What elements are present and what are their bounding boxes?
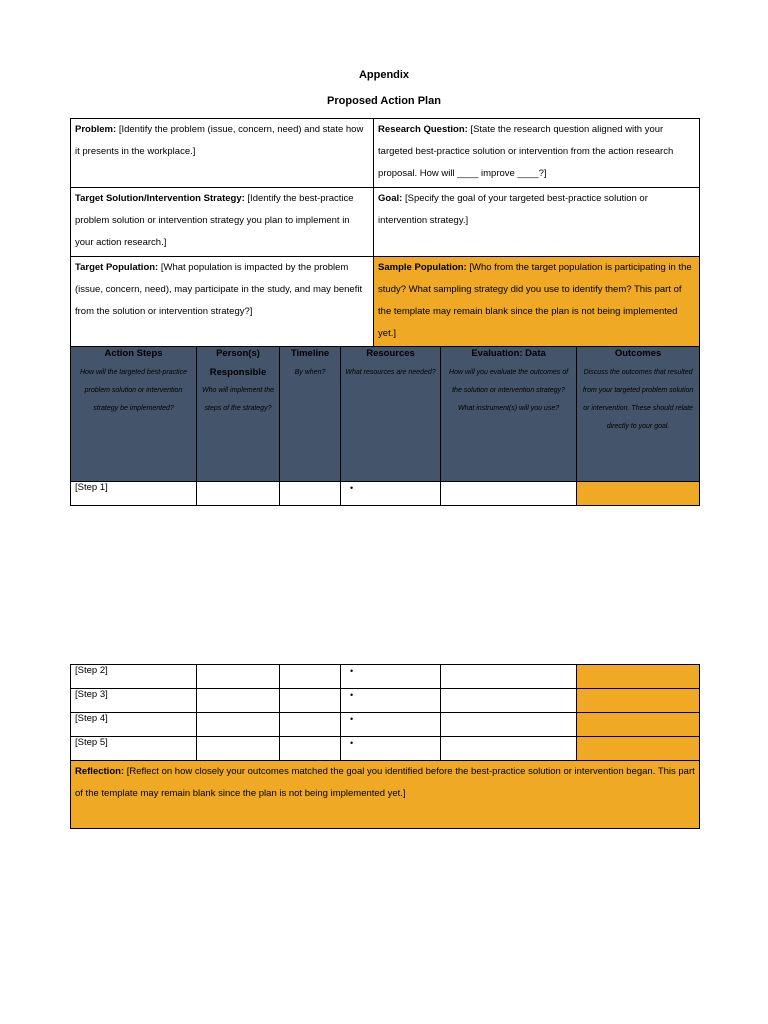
outcomes-cell [577, 665, 700, 689]
resources-cell [341, 737, 441, 761]
timeline-heading: Timeline [290, 348, 330, 359]
column-timeline [280, 347, 341, 482]
resources-cell [341, 689, 441, 713]
timeline-cell [280, 482, 341, 506]
table-row [71, 737, 700, 761]
timeline-cell [280, 689, 341, 713]
target-population-label: Target Population: [75, 262, 159, 273]
persons-cell [197, 482, 280, 506]
research-question-text: [State the research question aligned with your targeted best-practice solution or intervention from the action research proposal. How will ____ improve ____?] [378, 124, 674, 179]
step-label: [Step 4] [71, 713, 197, 737]
problem-cell [71, 119, 374, 188]
column-outcomes [577, 347, 700, 482]
evaluation-prompt: How will you evaluate the outcomes of the solution or intervention strategy? [449, 369, 569, 394]
column-persons-responsible [197, 347, 280, 482]
table-row [71, 689, 700, 713]
column-evaluation-data [441, 347, 577, 482]
evaluation-cell [441, 713, 577, 737]
outcomes-prompt: Discuss the outcomes that resulted from your targeted problem solution or intervention. These should relate directly to your goal. [582, 369, 694, 430]
target-population-text: [What population is impacted by the problem (issue, concern, need), may participate in the study, and may benefit from the solution or intervention strategy?] [75, 262, 363, 317]
bullet: • [350, 483, 354, 493]
action-plan-table [70, 118, 700, 506]
timeline-prompt: By when? [294, 369, 326, 376]
sample-population-text: [Who from the target population is participating in the study? What sampling strategy did you use to identify them? This part of the template may remain blank since the plan is not being implemented yet.] [378, 262, 692, 339]
persons-cell [197, 713, 280, 737]
step-label: [Step 1] [71, 482, 197, 506]
step-label: [Step 5] [71, 737, 197, 761]
evaluation-instrument-prompt: What instrument(s) will you use? [457, 405, 560, 412]
resources-cell [341, 482, 441, 506]
evaluation-heading: Evaluation: Data [471, 348, 546, 359]
reflection-text: [Reflect on how closely your outcomes matched the goal you identified before the best-practice solution or intervention began. This part of the template may remain blank since the plan is not being implemented yet.] [75, 766, 695, 799]
appendix-heading: Appendix [358, 69, 410, 81]
sample-population-label: Sample Population: [378, 262, 467, 273]
research-question-cell [374, 119, 700, 188]
table-row [71, 482, 700, 506]
goal-text: [Specify the goal of your targeted best-practice solution or intervention strategy.] [378, 193, 648, 226]
evaluation-cell [441, 482, 577, 506]
outcomes-cell [577, 482, 700, 506]
action-plan-table-continued [70, 664, 700, 829]
outcomes-cell [577, 713, 700, 737]
resources-cell [341, 713, 441, 737]
persons-heading: Person(s) [216, 348, 260, 359]
target-solution-text: [Identify the best-practice problem solution or intervention strategy you plan to implement in your action research.] [75, 193, 354, 248]
resources-cell [341, 665, 441, 689]
timeline-cell [280, 737, 341, 761]
column-resources [341, 347, 441, 482]
action-steps-prompt: How will the targeted best-practice problem solution or intervention strategy be implemented? [80, 369, 187, 412]
persons-prompt: Who will implement the steps of the strategy? [202, 387, 274, 412]
outcomes-heading: Outcomes [614, 348, 662, 359]
table-row [71, 713, 700, 737]
bullet: • [350, 666, 354, 676]
resources-prompt: What resources are needed? [345, 369, 436, 376]
outcomes-cell [577, 689, 700, 713]
research-question-label: Research Question: [378, 124, 468, 135]
problem-text: [Identify the problem (issue, concern, need) and state how it presents in the workplace.] [75, 124, 364, 157]
sample-population-cell [374, 257, 700, 347]
evaluation-cell [441, 689, 577, 713]
reflection-cell [71, 761, 700, 829]
persons-cell [197, 737, 280, 761]
target-solution-label: Target Solution/Intervention Strategy: [75, 193, 245, 204]
target-solution-cell [71, 188, 374, 257]
bullet: • [350, 690, 354, 700]
action-steps-heading: Action Steps [104, 348, 163, 359]
evaluation-cell [441, 665, 577, 689]
goal-label: Goal: [378, 193, 403, 204]
responsible-heading: Responsible [209, 367, 267, 378]
page-title: Proposed Action Plan [327, 95, 441, 107]
problem-label: Problem: [75, 124, 117, 135]
target-population-cell [71, 257, 374, 347]
column-action-steps [71, 347, 197, 482]
table-row [71, 665, 700, 689]
timeline-cell [280, 713, 341, 737]
resources-heading: Resources [366, 348, 415, 359]
step-label: [Step 3] [71, 689, 197, 713]
bullet: • [350, 738, 354, 748]
outcomes-cell [577, 737, 700, 761]
evaluation-cell [441, 737, 577, 761]
reflection-label: Reflection: [75, 766, 125, 777]
step-label: [Step 2] [71, 665, 197, 689]
timeline-cell [280, 665, 341, 689]
persons-cell [197, 665, 280, 689]
bullet: • [350, 714, 354, 724]
persons-cell [197, 689, 280, 713]
goal-cell [374, 188, 700, 257]
